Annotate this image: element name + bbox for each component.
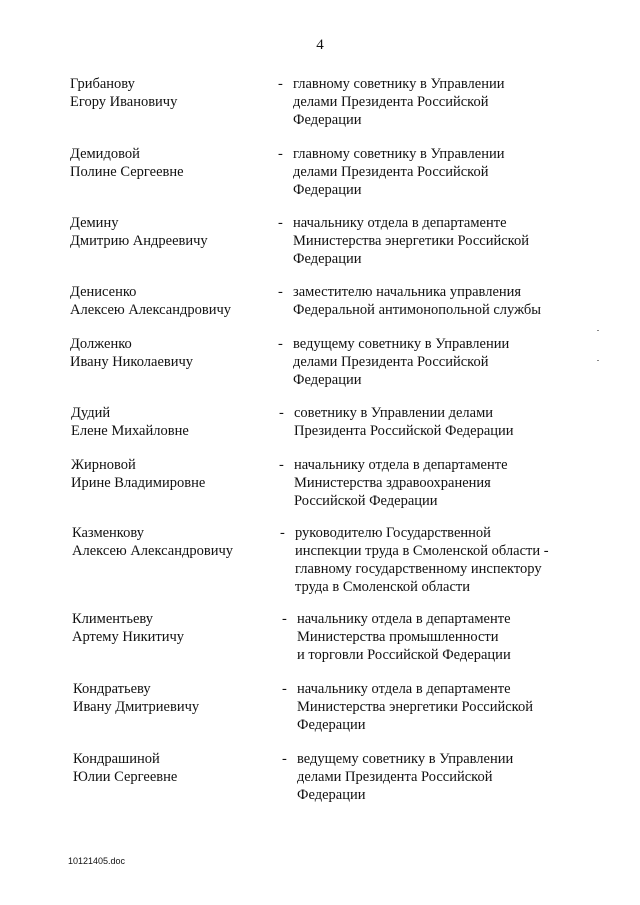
given-names: Полине Сергеевне bbox=[70, 164, 184, 180]
person-name bbox=[72, 610, 282, 646]
given-names: Елене Михайловне bbox=[71, 423, 189, 439]
person-name bbox=[70, 214, 280, 250]
person-name bbox=[71, 456, 281, 492]
position-text: ведущему советнику в Управлении делами Президента Российской Федерации bbox=[293, 336, 510, 388]
person-name bbox=[72, 524, 282, 560]
surname: Дудий bbox=[71, 405, 111, 421]
person-name bbox=[70, 75, 280, 111]
surname: Демину bbox=[70, 215, 119, 231]
position-text: начальнику отдела в департаменте Министерства здравоохранения Российской Федерации bbox=[294, 457, 508, 509]
given-names: Ивану Дмитриевичу bbox=[73, 699, 200, 715]
surname: Кондратьеву bbox=[73, 681, 151, 697]
given-names: Ивану Николаевичу bbox=[70, 354, 194, 370]
file-name-footer: 10121405.doc bbox=[68, 856, 126, 866]
position-text: советнику в Управлении делами Президента Российской Федерации bbox=[294, 405, 514, 439]
given-names: Артему Никитичу bbox=[72, 629, 185, 645]
dash-separator: - bbox=[280, 525, 285, 541]
dash-separator: - bbox=[279, 405, 284, 421]
page-number: 4 bbox=[316, 37, 324, 53]
surname: Долженко bbox=[70, 336, 132, 352]
position-text: заместителю начальника управления Федеральной антимонопольной службы bbox=[293, 284, 542, 318]
person-name bbox=[70, 283, 280, 319]
dash-separator: - bbox=[278, 215, 283, 231]
dash-separator: - bbox=[279, 457, 284, 473]
given-names: Егору Ивановичу bbox=[70, 94, 178, 110]
person-name bbox=[73, 680, 283, 716]
person-name bbox=[73, 750, 283, 786]
position-text: главному советнику в Управлении делами Президента Российской Федерации bbox=[293, 76, 505, 128]
surname: Казменкову bbox=[72, 525, 144, 541]
position-text: начальнику отдела в департаменте Министерства энергетики Российской Федерации bbox=[297, 681, 533, 733]
dash-separator: - bbox=[282, 681, 287, 697]
given-names: Алексею Александровичу bbox=[72, 543, 233, 559]
surname: Демидовой bbox=[70, 146, 140, 162]
given-names: Алексею Александровичу bbox=[70, 302, 231, 318]
given-names: Дмитрию Андреевичу bbox=[70, 233, 208, 249]
given-names: Юлии Сергеевне bbox=[73, 769, 178, 785]
dash-separator: - bbox=[278, 146, 283, 162]
position-text: начальнику отдела в департаменте Министерства промышленности и торговли Российской Федерации bbox=[297, 611, 511, 663]
person-name bbox=[70, 145, 280, 181]
position-text: руководителю Государственной инспекции труда в Смоленской области - главному государственному инспектору труда в Смоленской области bbox=[295, 525, 549, 595]
surname: Денисенко bbox=[70, 284, 137, 300]
position-text: главному советнику в Управлении делами Президента Российской Федерации bbox=[293, 146, 505, 198]
dash-separator: - bbox=[282, 611, 287, 627]
position-text: начальнику отдела в департаменте Министерства энергетики Российской Федерации bbox=[293, 215, 529, 267]
surname: Грибанову bbox=[70, 76, 135, 92]
person-name bbox=[71, 404, 281, 440]
dash-separator: - bbox=[282, 751, 287, 767]
given-names: Ирине Владимировне bbox=[71, 475, 206, 491]
surname: Климентьеву bbox=[72, 611, 154, 627]
dash-separator: - bbox=[278, 284, 283, 300]
position-text: ведущему советнику в Управлении делами Президента Российской Федерации bbox=[297, 751, 514, 803]
dash-separator: - bbox=[278, 76, 283, 92]
dash-separator: - bbox=[278, 336, 283, 352]
scan-speck bbox=[597, 360, 599, 361]
scan-speck bbox=[597, 330, 599, 331]
surname: Кондрашиной bbox=[73, 751, 160, 767]
person-name bbox=[70, 335, 280, 371]
surname: Жирновой bbox=[71, 457, 136, 473]
